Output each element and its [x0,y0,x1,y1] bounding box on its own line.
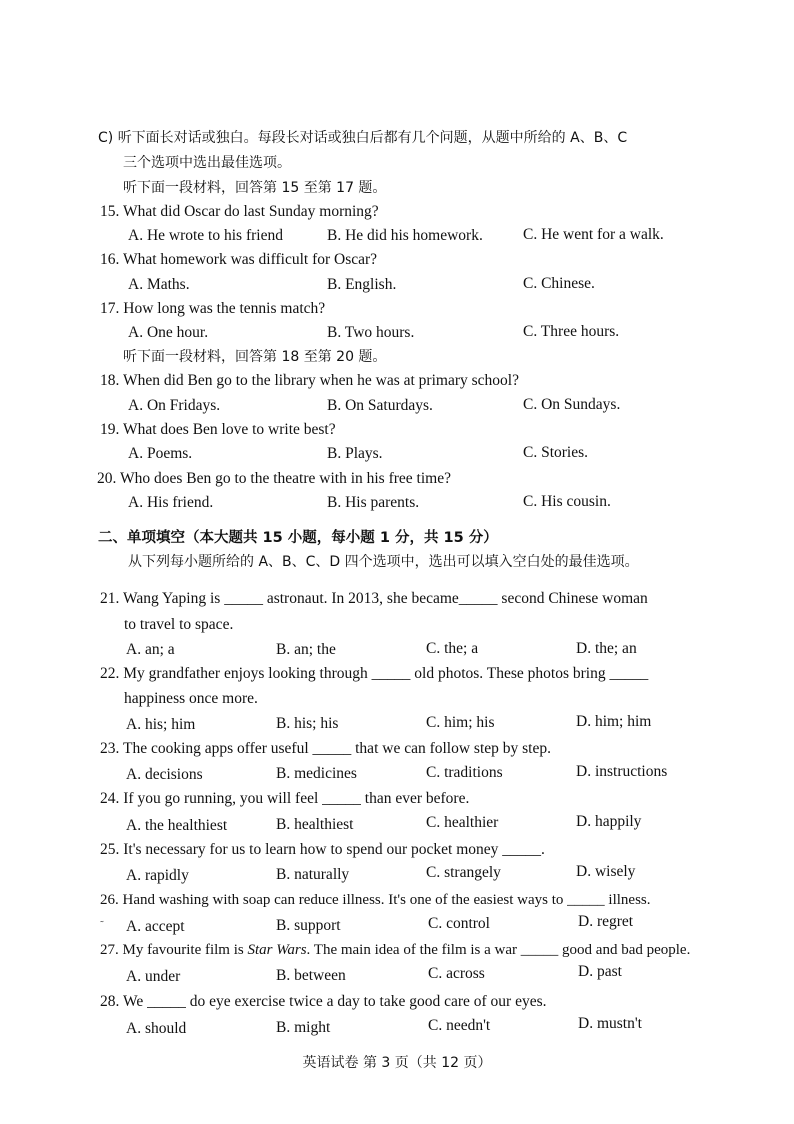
option-a: A. decisions [126,766,203,783]
option-d: D. him; him [576,713,652,730]
film-title: Star Wars [247,942,307,958]
option-c: C. Stories. [523,444,589,461]
question-stem: 16. What homework was difficult for Oscar? [100,251,378,268]
question-stem: 15. What did Oscar do last Sunday morning? [100,203,379,220]
option-b: B. His parents. [327,494,420,511]
option-d: D. happily [576,813,642,830]
option-b: B. He did his homework. [327,227,483,244]
question-stem-cont: to travel to space. [124,616,234,633]
section-c-subinstruction-1: 听下面一段材料，回答第 15 至第 17 题。 [123,180,387,196]
option-c: C. strangely [426,864,501,881]
question-stem: 21. Wang Yaping is _____ astronaut. In 2013, she became_____ second Chinese woman [100,590,648,607]
option-c: C. Chinese. [523,275,595,292]
option-c: C. traditions [426,764,503,781]
question-stem: 25. It's necessary for us to learn how to spend our pocket money _____. [100,841,545,858]
option-b: B. healthiest [276,816,354,833]
option-c: C. the; a [426,640,479,657]
option-a: A. accept [126,918,185,935]
option-a: A. rapidly [126,867,189,884]
option-a: A. under [126,968,181,985]
question-stem: 17. How long was the tennis match? [100,300,326,317]
section-c-instruction-2: 三个选项中选出最佳选项。 [123,155,291,171]
option-c: C. needn't [428,1017,491,1034]
option-c: C. healthier [426,814,499,831]
question-stem: 26. Hand washing with soap can reduce illness. It's one of the easiest ways to _____ illness. [100,892,651,908]
question-stem: 19. What does Ben love to write best? [100,421,336,438]
option-a: A. an; a [126,641,175,658]
section-c-subinstruction-2: 听下面一段材料，回答第 18 至第 20 题。 [123,349,387,365]
page-footer: 英语试卷 第 3 页（共 12 页） [302,1055,492,1071]
question-stem-tail: . The main idea of the film is a war _____ good and bad people. [306,942,691,958]
option-a: A. his; him [126,716,196,733]
option-c: C. across [428,965,485,982]
question-stem: 24. If you go running, you will feel _____ than ever before. [100,790,470,807]
option-a: A. should [126,1020,187,1037]
option-a: A. Poems. [128,445,193,462]
option-b: B. Plays. [327,445,383,462]
option-a: A. the healthiest [126,817,228,834]
option-b: B. might [276,1019,331,1036]
option-d: D. past [578,963,622,980]
option-a: A. He wrote to his friend [128,227,283,244]
option-b: B. his; his [276,715,339,732]
question-stem: 20. Who does Ben go to the theatre with in his free time? [97,470,451,487]
option-d: D. wisely [576,863,636,880]
question-stem: 28. We _____ do eye exercise twice a day to take good care of our eyes. [100,993,547,1010]
option-a: A. On Fridays. [128,397,221,414]
question-stem [100,940,690,960]
option-d: D. instructions [576,763,668,780]
question-stem: 18. When did Ben go to the library when he was at primary school? [100,372,519,389]
option-b: B. support [276,917,341,934]
option-d: D. the; an [576,640,637,657]
question-stem-head: 27. My favourite film is [100,942,248,958]
option-c: C. On Sundays. [523,396,621,413]
option-b: B. English. [327,276,397,293]
pen-mark-icon: ˜ [100,919,104,931]
option-b: B. between [276,967,346,984]
option-c: C. him; his [426,714,495,731]
option-b: B. Two hours. [327,324,415,341]
section-c-instruction-1: C) 听下面长对话或独白。每段长对话或独白后都有几个问题，从题中所给的 A、B、C [98,130,628,146]
option-a: A. One hour. [128,324,209,341]
section-instruction: 从下列每小题所给的 A、B、C、D 四个选项中，选出可以填入空白处的最佳选项。 [128,554,639,570]
option-c: C. He went for a walk. [523,226,664,243]
option-c: C. Three hours. [523,323,620,340]
option-b: B. naturally [276,866,350,883]
section-title: 二、单项填空（本大题共 15 小题，每小题 1 分，共 15 分） [98,530,498,546]
option-b: B. On Saturdays. [327,397,433,414]
option-a: A. His friend. [128,494,214,511]
option-b: B. an; the [276,641,336,658]
question-stem: 23. The cooking apps offer useful _____ that we can follow step by step. [100,740,551,757]
option-a: A. Maths. [128,276,190,293]
option-d: D. regret [578,913,634,930]
question-stem-cont: happiness once more. [124,690,258,707]
option-c: C. control [428,915,490,932]
option-d: D. mustn't [578,1015,642,1032]
question-stem: 22. My grandfather enjoys looking through _____ old photos. These photos bring _____ [100,665,649,682]
option-c: C. His cousin. [523,493,611,510]
option-b: B. medicines [276,765,357,782]
